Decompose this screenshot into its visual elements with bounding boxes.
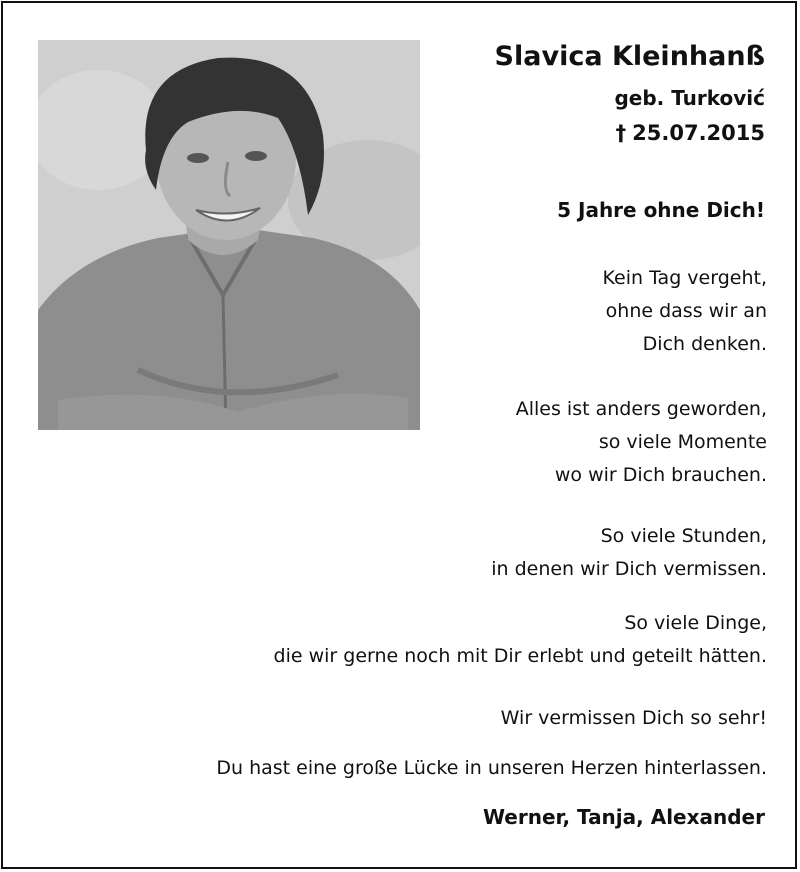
miss-line: Wir vermissen Dich so sehr! [500,707,767,729]
verse-1 [603,262,767,361]
verse-3 [491,520,767,586]
verse-line: ohne dass wir an [605,300,767,322]
verse-line: in denen wir Dich vermissen. [491,558,767,580]
verse-4 [274,607,767,673]
verse-line: Kein Tag vergeht, [602,267,767,289]
verse-line: wo wir Dich brauchen. [554,464,767,486]
deceased-name: Slavica Kleinhanß [494,41,765,72]
death-date: 25.07.2015 [632,121,765,145]
verse-line: Alles ist anders geworden, [515,398,767,420]
death-date-line [616,121,765,145]
portrait-image [38,40,420,430]
verse-line: die wir gerne noch mit Dir erlebt und geteilt hätten. [273,645,767,667]
verse-2 [516,393,767,492]
verse-line: So viele Stunden, [600,525,767,547]
verse-line: so viele Momente [598,431,767,453]
gap-line: Du hast eine große Lücke in unseren Herzen hinterlassen. [216,757,767,779]
cross-icon: † [615,121,627,145]
anniversary-heading: 5 Jahre ohne Dich! [557,198,765,222]
birth-name: geb. Turković [614,86,765,110]
verse-line: So viele Dinge, [624,612,767,634]
verse-line: Dich denken. [642,333,767,355]
signers: Werner, Tanja, Alexander [482,805,765,829]
portrait-photo [38,40,420,430]
